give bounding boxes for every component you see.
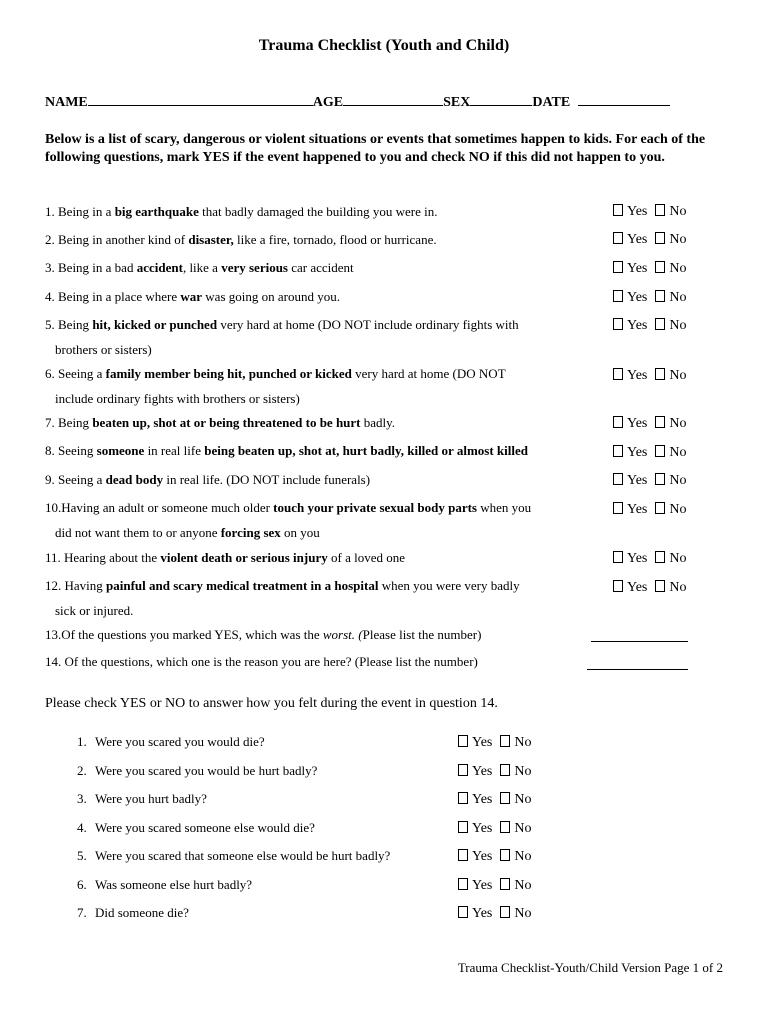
no-checkbox[interactable] <box>655 290 665 302</box>
yes-option[interactable] <box>613 415 647 433</box>
yes-label: Yes <box>472 821 493 836</box>
feeling-question <box>77 904 189 922</box>
no-checkbox[interactable] <box>655 502 665 514</box>
no-label: No <box>514 792 532 807</box>
yes-label: Yes <box>627 551 648 566</box>
question-text: very hard at home (DO NOT <box>351 366 506 381</box>
yes-option[interactable] <box>458 734 492 752</box>
yes-label: Yes <box>627 368 648 383</box>
question-emphasis: being beaten up, shot at, hurt badly, killed or almost killed <box>204 443 528 458</box>
sex-label: SEX <box>443 95 471 110</box>
yes-label: Yes <box>472 906 493 921</box>
yes-checkbox[interactable] <box>458 821 468 833</box>
no-checkbox[interactable] <box>500 878 510 890</box>
no-label: No <box>669 502 687 517</box>
no-option[interactable] <box>500 791 531 809</box>
yes-checkbox[interactable] <box>613 473 623 485</box>
question-6 <box>45 361 585 411</box>
question-text: 3. Being in a bad <box>45 260 137 275</box>
no-label: No <box>514 849 532 864</box>
question-continuation <box>45 520 585 545</box>
question-12 <box>45 573 585 623</box>
question-continuation: sick or injured. <box>55 603 134 618</box>
question-emphasis: dead body <box>105 472 164 487</box>
no-checkbox[interactable] <box>500 849 510 861</box>
question-text: 8. Seeing <box>45 443 97 458</box>
no-option[interactable] <box>655 550 686 568</box>
no-option[interactable] <box>655 203 686 221</box>
no-checkbox[interactable] <box>655 318 665 330</box>
question-text: 9. Seeing a <box>45 472 106 487</box>
feeling-question <box>77 790 207 808</box>
question-10-yes-no <box>613 501 695 519</box>
yes-label: Yes <box>627 473 648 488</box>
question-4-yes-no <box>613 289 695 307</box>
question-10 <box>45 495 585 545</box>
reason-answer-field[interactable] <box>587 668 688 670</box>
no-option[interactable] <box>655 472 686 490</box>
question-9-yes-no <box>613 472 695 490</box>
question-text: 7. Being <box>45 415 93 430</box>
feeling-text: Were you scared that someone else would be hurt badly? <box>95 848 391 863</box>
no-option[interactable] <box>500 848 531 866</box>
feeling-number: 3. <box>77 791 87 806</box>
question-text: did not want them to or anyone <box>55 525 221 540</box>
question-4 <box>45 284 585 309</box>
no-label: No <box>669 473 687 488</box>
name-label: NAME <box>45 95 88 110</box>
yes-label: Yes <box>472 735 493 750</box>
yes-label: Yes <box>627 290 648 305</box>
no-option[interactable] <box>655 415 686 433</box>
page-footer: Trauma Checklist-Youth/Child Version Page 1 of 2 <box>457 960 723 975</box>
question-emphasis: touch your private sexual body parts <box>273 500 477 515</box>
yes-checkbox[interactable] <box>458 735 468 747</box>
question-emphasis: war <box>180 289 203 304</box>
no-checkbox[interactable] <box>655 580 665 592</box>
yes-label: Yes <box>627 261 648 276</box>
feeling-3-yes-no <box>458 791 540 809</box>
yes-label: Yes <box>627 232 648 247</box>
yes-option[interactable] <box>613 260 647 278</box>
no-option[interactable] <box>655 501 686 519</box>
yes-checkbox[interactable] <box>613 261 623 273</box>
question-text: 6. Seeing a <box>45 366 106 381</box>
question-emphasis: someone <box>96 443 145 458</box>
yes-checkbox[interactable] <box>613 445 623 457</box>
page-title: Trauma Checklist (Youth and Child) <box>258 37 510 54</box>
question-text: on you <box>280 525 320 540</box>
no-checkbox[interactable] <box>655 416 665 428</box>
no-label: No <box>669 416 687 431</box>
yes-option[interactable] <box>458 763 492 781</box>
feeling-text: Were you scared someone else would die? <box>95 820 315 835</box>
date-field[interactable] <box>578 93 670 106</box>
section-prompt: Please check YES or NO to answer how you felt during the event in question 14. <box>45 696 498 711</box>
question-7-yes-no <box>613 415 695 433</box>
question-emphasis: hit, kicked or punched <box>92 317 218 332</box>
question-text: , like a <box>182 260 222 275</box>
yes-option[interactable] <box>458 791 492 809</box>
no-option[interactable] <box>500 763 531 781</box>
feeling-2-yes-no <box>458 763 540 781</box>
yes-checkbox[interactable] <box>613 580 623 592</box>
no-option[interactable] <box>655 289 686 307</box>
question-emphasis: disaster, <box>188 232 234 247</box>
no-option[interactable] <box>655 367 686 385</box>
no-option[interactable] <box>500 905 531 923</box>
yes-option[interactable] <box>458 905 492 923</box>
name-field[interactable] <box>88 93 313 106</box>
no-option[interactable] <box>655 231 686 249</box>
no-label: No <box>669 204 687 219</box>
no-label: No <box>514 764 532 779</box>
feeling-question <box>77 762 317 780</box>
no-label: No <box>669 445 687 460</box>
no-checkbox[interactable] <box>655 261 665 273</box>
yes-label: Yes <box>627 204 648 219</box>
question-1-yes-no <box>613 203 695 221</box>
feeling-number: 1. <box>77 734 87 749</box>
yes-checkbox[interactable] <box>613 551 623 563</box>
no-checkbox[interactable] <box>500 792 510 804</box>
question-6-yes-no <box>613 367 695 385</box>
question-text: in real life. (DO NOT include funerals) <box>163 472 371 487</box>
yes-checkbox[interactable] <box>613 318 623 330</box>
feeling-number: 4. <box>77 820 87 835</box>
yes-label: Yes <box>627 502 648 517</box>
no-option[interactable] <box>500 734 531 752</box>
no-label: No <box>669 318 687 333</box>
question-11-yes-no <box>613 550 695 568</box>
yes-checkbox[interactable] <box>458 849 468 861</box>
no-checkbox[interactable] <box>500 764 510 776</box>
question-emphasis: very serious <box>221 260 288 275</box>
age-field[interactable] <box>343 93 443 106</box>
yes-checkbox[interactable] <box>458 792 468 804</box>
yes-checkbox[interactable] <box>613 368 623 380</box>
question-text: badly. <box>360 415 396 430</box>
no-label: No <box>669 290 687 305</box>
yes-option[interactable] <box>458 848 492 866</box>
question-continuation: brothers or sisters) <box>55 342 152 357</box>
question-text: 5. Being <box>45 317 93 332</box>
question-emphasis: big earthquake <box>114 204 199 219</box>
feeling-text: Were you hurt badly? <box>95 791 207 806</box>
yes-option[interactable] <box>613 289 647 307</box>
yes-option[interactable] <box>613 444 647 462</box>
question-text: of a loved one <box>327 550 405 565</box>
question-2 <box>45 227 585 252</box>
yes-option[interactable] <box>613 367 647 385</box>
question-12-yes-no <box>613 579 695 597</box>
yes-checkbox[interactable] <box>613 416 623 428</box>
yes-label: Yes <box>472 792 493 807</box>
question-text: 2. Being in another kind of <box>45 232 189 247</box>
no-checkbox[interactable] <box>655 473 665 485</box>
question-14: 14. Of the questions, which one is the reason you are here? (Please list the number) <box>45 654 478 669</box>
question-11 <box>45 545 585 570</box>
no-label: No <box>669 368 687 383</box>
question-text: 12. Having <box>45 578 107 593</box>
no-checkbox[interactable] <box>655 232 665 244</box>
instructions: Below is a list of scary, dangerous or violent situations or events that sometimes happen to kids. For each of the following questions, mark YES if the event happened to you and check NO if this did not happen to you. <box>45 132 706 165</box>
question-emphasis: beaten up, shot at or being threatened to be hurt <box>92 415 361 430</box>
question-emphasis: violent death or serious injury <box>160 550 328 565</box>
question-emphasis: accident <box>136 260 183 275</box>
yes-label: Yes <box>472 764 493 779</box>
feeling-number: 2. <box>77 763 87 778</box>
age-label: AGE <box>312 95 344 110</box>
no-option[interactable] <box>655 260 686 278</box>
question-8 <box>45 438 585 463</box>
question-5 <box>45 312 585 362</box>
question-text: that badly damaged the building you were in. <box>198 204 438 219</box>
question-text: very hard at home (DO NOT include ordinary fights with <box>217 317 519 332</box>
no-label: No <box>514 821 532 836</box>
no-label: No <box>514 906 532 921</box>
no-checkbox[interactable] <box>655 445 665 457</box>
question-text: when you were very badly <box>378 578 520 593</box>
question-text: was going on around you. <box>202 289 340 304</box>
feeling-text: Were you scared you would be hurt badly? <box>95 763 318 778</box>
no-option[interactable] <box>500 820 531 838</box>
yes-label: Yes <box>472 878 493 893</box>
yes-option[interactable] <box>613 550 647 568</box>
no-checkbox[interactable] <box>500 735 510 747</box>
no-option[interactable] <box>655 444 686 462</box>
no-option[interactable] <box>500 877 531 895</box>
feeling-number: 5. <box>77 848 87 863</box>
yes-checkbox[interactable] <box>613 502 623 514</box>
feeling-number: 6. <box>77 877 87 892</box>
feeling-question <box>77 876 252 894</box>
yes-checkbox[interactable] <box>458 906 468 918</box>
feeling-question <box>77 847 390 865</box>
feeling-1-yes-no <box>458 734 540 752</box>
no-label: No <box>669 261 687 276</box>
no-checkbox[interactable] <box>500 906 510 918</box>
question-emphasis: forcing sex <box>220 525 281 540</box>
question-2-yes-no <box>613 231 695 249</box>
question-text: when you <box>476 500 532 515</box>
question-3 <box>45 255 585 280</box>
feeling-6-yes-no <box>458 877 540 895</box>
question-text: car accident <box>288 260 354 275</box>
no-label: No <box>669 551 687 566</box>
no-checkbox[interactable] <box>655 551 665 563</box>
yes-option[interactable] <box>458 877 492 895</box>
yes-checkbox[interactable] <box>458 764 468 776</box>
question-text: 11. Hearing about the <box>45 550 161 565</box>
yes-option[interactable] <box>613 501 647 519</box>
question-emphasis: family member being hit, punched or kicked <box>105 366 352 381</box>
yes-option[interactable] <box>613 472 647 490</box>
yes-label: Yes <box>627 416 648 431</box>
no-label: No <box>669 580 687 595</box>
feeling-question <box>77 733 265 751</box>
no-label: No <box>514 735 532 750</box>
header-fields <box>45 93 725 111</box>
question-text: in real life <box>144 443 205 458</box>
no-option[interactable] <box>655 317 686 335</box>
yes-label: Yes <box>627 318 648 333</box>
yes-option[interactable] <box>613 579 647 597</box>
worst-answer-field[interactable] <box>591 640 688 642</box>
feeling-5-yes-no <box>458 848 540 866</box>
question-9 <box>45 467 585 492</box>
yes-checkbox[interactable] <box>613 232 623 244</box>
question-emphasis: painful and scary medical treatment in a hospital <box>106 578 379 593</box>
date-label: DATE <box>532 95 571 110</box>
feeling-text: Did someone die? <box>95 905 189 920</box>
no-checkbox[interactable] <box>655 204 665 216</box>
feeling-number: 7. <box>77 905 87 920</box>
question-text: 10.Having an adult or someone much older <box>45 500 274 515</box>
question-text: 4. Being in a place where <box>45 289 181 304</box>
no-checkbox[interactable] <box>500 821 510 833</box>
yes-label: Yes <box>627 580 648 595</box>
question-continuation: include ordinary fights with brothers or sisters) <box>55 391 300 406</box>
question-1 <box>45 199 585 224</box>
yes-option[interactable] <box>458 820 492 838</box>
feeling-text: Were you scared you would die? <box>95 734 265 749</box>
question-8-yes-no <box>613 444 695 462</box>
question-3-yes-no <box>613 260 695 278</box>
no-label: No <box>669 232 687 247</box>
question-13: 13.Of the questions you marked YES, which was the worst. (Please list the number) <box>45 627 482 642</box>
yes-option[interactable] <box>613 203 647 221</box>
yes-label: Yes <box>472 849 493 864</box>
question-7 <box>45 410 585 435</box>
feeling-question <box>77 819 315 837</box>
question-5-yes-no <box>613 317 695 335</box>
sex-field[interactable] <box>470 93 532 106</box>
yes-checkbox[interactable] <box>458 878 468 890</box>
question-text: 1. Being in a <box>45 204 115 219</box>
no-option[interactable] <box>655 579 686 597</box>
yes-option[interactable] <box>613 317 647 335</box>
no-checkbox[interactable] <box>655 368 665 380</box>
yes-option[interactable] <box>613 231 647 249</box>
no-label: No <box>514 878 532 893</box>
yes-label: Yes <box>627 445 648 460</box>
feeling-4-yes-no <box>458 820 540 838</box>
yes-checkbox[interactable] <box>613 204 623 216</box>
feeling-7-yes-no <box>458 905 540 923</box>
question-text: like a fire, tornado, flood or hurricane. <box>233 232 437 247</box>
feeling-text: Was someone else hurt badly? <box>95 877 253 892</box>
yes-checkbox[interactable] <box>613 290 623 302</box>
